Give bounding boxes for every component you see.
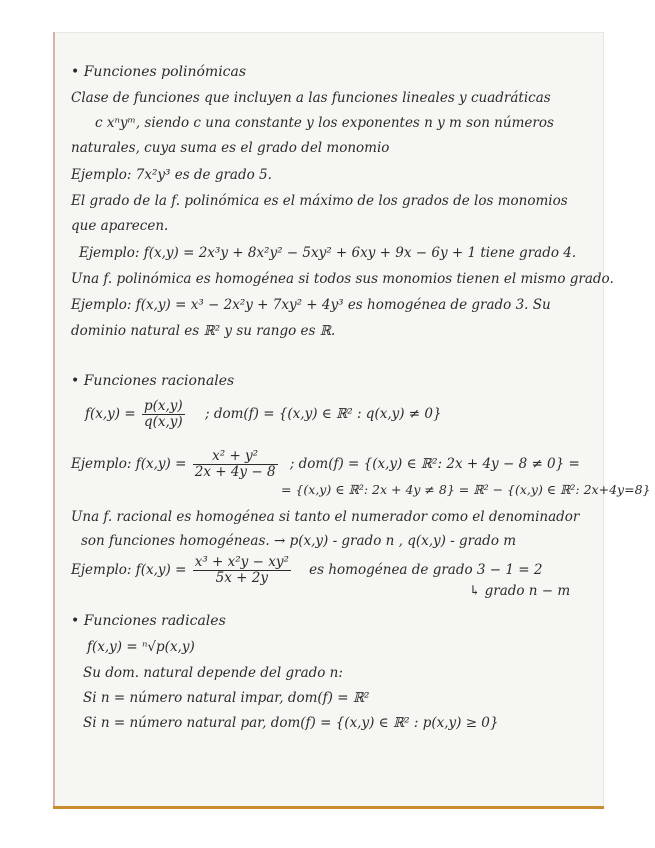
rational-definition — [71, 396, 592, 432]
margin-line — [53, 32, 55, 808]
rational-example2-fraction — [193, 555, 291, 586]
radical-text-line: Si n = número natural impar, dom(f) = ℝ² — [83, 690, 370, 706]
fraction-denominator: 5x + 2y — [215, 570, 268, 586]
poly-example: Ejemplo: f(x,y) = x³ − 2x²y + 7xy² + 4y³ es homogénea de grado 3. Su — [71, 297, 551, 313]
fraction-numerator: x³ + x²y − xy² — [194, 554, 289, 570]
rational-example2-degree: es homogénea de grado 3 − 1 = 2 — [309, 562, 543, 578]
fraction-numerator: x² + y² — [193, 449, 278, 465]
radical-text-line: Si n = número natural par, dom(f) = {(x,y) ∈ ℝ² : p(x,y) ≥ 0} — [83, 715, 499, 731]
fraction-denominator: 2x + 4y − 8 — [194, 464, 276, 480]
rational-example — [71, 446, 592, 482]
rational-example-fraction — [193, 449, 278, 480]
rational-example-domain: ; dom(f) = {(x,y) ∈ ℝ²: 2x + 4y − 8 ≠ 0} = — [289, 456, 580, 472]
section-title-polynomial: • Funciones polinómicas — [71, 64, 247, 80]
fraction-denominator: q(x,y) — [143, 414, 183, 430]
rational-example2-lhs: Ejemplo: f(x,y) = — [71, 562, 187, 578]
radical-text-line: Su dom. natural depende del grado n: — [83, 665, 343, 681]
fraction-numerator: p(x,y) — [143, 398, 183, 414]
rational-def-domain: ; dom(f) = {(x,y) ∈ ℝ² : q(x,y) ≠ 0} — [204, 406, 442, 422]
rational-example-continued: = {(x,y) ∈ ℝ²: 2x + 4y ≠ 8} = ℝ² − {(x,y) ∈ ℝ²: 2x+4y=8} — [281, 482, 651, 497]
poly-text-line: que aparecen. — [71, 218, 169, 234]
page-bottom-edge — [53, 806, 604, 809]
section-title-rational: • Funciones racionales — [71, 373, 235, 389]
notebook-page — [53, 32, 651, 808]
poly-text-line: c xⁿyᵐ, siendo c una constante y los exponentes n y m son números — [95, 115, 554, 131]
rational-degree-note: ↳ grado n − m — [469, 583, 571, 599]
poly-example: Ejemplo: f(x,y) = 2x³y + 8x²y² − 5xy² + 6xy + 9x − 6y + 1 tiene grado 4. — [79, 245, 577, 261]
poly-text-line: dominio natural es ℝ² y su rango es ℝ. — [71, 323, 336, 339]
rational-example-lhs: Ejemplo: f(x,y) = — [71, 456, 187, 472]
rational-def-fraction — [142, 399, 185, 430]
poly-example: Ejemplo: 7x²y³ es de grado 5. — [71, 167, 272, 183]
radical-definition: f(x,y) = ⁿ√p(x,y) — [87, 639, 195, 655]
rational-text-line: son funciones homogéneas. → p(x,y) - grado n , q(x,y) - grado m — [81, 533, 517, 549]
section-title-radical: • Funciones radicales — [71, 613, 226, 629]
poly-text-line: naturales, cuya suma es el grado del monomio — [71, 140, 390, 156]
poly-text-line: Una f. polinómica es homogénea si todos sus monomios tienen el mismo grado. — [71, 271, 614, 287]
rational-text-line: Una f. racional es homogénea si tanto el numerador como el denominador — [71, 509, 580, 525]
poly-text-line: El grado de la f. polinómica es el máximo de los grados de los monomios — [71, 193, 568, 209]
poly-text-line: Clase de funciones que incluyen a las funciones lineales y cuadráticas — [71, 90, 551, 106]
rational-def-lhs: f(x,y) = — [85, 406, 136, 422]
